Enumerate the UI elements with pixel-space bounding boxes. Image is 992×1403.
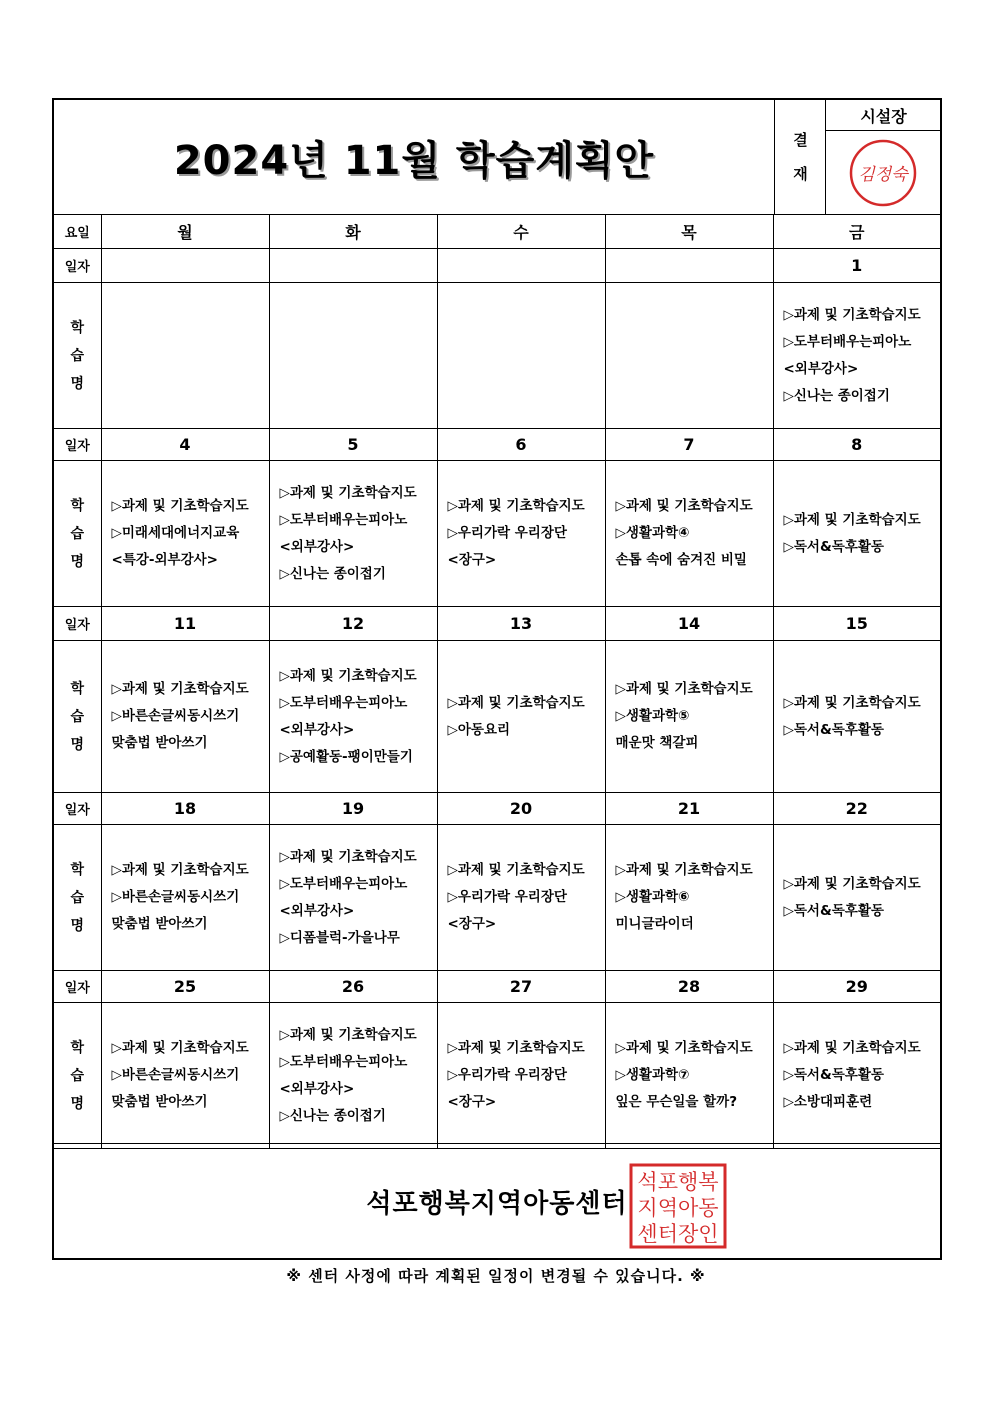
date-cell: 11 (101, 607, 269, 641)
plan-item: ▷도부터배우는피아노 (783, 333, 912, 350)
weekday-header-label: 요일 (54, 215, 101, 249)
plan-cell (437, 461, 605, 607)
plan-cell (437, 825, 605, 971)
plan-item: 손톱 속에 숨겨진 비밀 (615, 552, 747, 568)
plan-label-char: 습 (70, 708, 85, 725)
plan-row (54, 825, 940, 971)
date-cell: 14 (605, 607, 773, 641)
center-seal-icon (628, 1162, 728, 1250)
plan-item: ▷과제 및 기초학습지도 (279, 667, 417, 684)
plan-row (54, 461, 940, 607)
plan-cell (773, 825, 940, 971)
approval-box (825, 100, 941, 214)
date-cell: 25 (101, 971, 269, 1003)
plan-cell (101, 283, 269, 429)
date-row (54, 971, 940, 1003)
plan-item: ▷우리가락 우리장단 (447, 1067, 567, 1083)
plan-item: ▷과제 및 기초학습지도 (783, 1040, 921, 1056)
plan-cell (269, 1003, 437, 1149)
plan-cell (437, 1003, 605, 1149)
date-cell: 18 (101, 793, 269, 825)
plan-label-char: 학 (70, 680, 85, 697)
date-cell (437, 249, 605, 283)
plan-item: ▷과제 및 기초학습지도 (615, 498, 753, 514)
date-cell: 13 (437, 607, 605, 641)
plan-item: ▷과제 및 기초학습지도 (783, 511, 921, 528)
plan-cell (605, 283, 773, 429)
plan-label-char: 학 (70, 861, 85, 878)
plan-label-char: 명 (70, 375, 85, 392)
plan-cell (605, 825, 773, 971)
plan-item: ▷과제 및 기초학습지도 (279, 848, 417, 865)
plan-item: ▷과제 및 기초학습지도 (783, 694, 921, 711)
plan-item: ▷도부터배우는피아노 (279, 694, 408, 711)
plan-cell (437, 641, 605, 793)
schedule-table (54, 214, 940, 1149)
plan-item: ▷아동요리 (447, 721, 511, 738)
plan-item: ▷바른손글씨동시쓰기 (111, 1067, 240, 1083)
plan-item: ▷과제 및 기초학습지도 (111, 498, 249, 514)
plan-cell (773, 641, 940, 793)
date-cell: 1 (773, 249, 940, 283)
plan-row (54, 1003, 940, 1149)
plan-item: ▷과제 및 기초학습지도 (111, 862, 249, 878)
approval-label-2: 재 (793, 165, 808, 183)
date-cell (269, 249, 437, 283)
approval-label-1: 결 (793, 131, 808, 149)
disclaimer-note: ※ 센터 사정에 따라 계획된 일정이 변경될 수 있습니다. ※ (286, 1267, 706, 1285)
weekday-0: 월 (101, 215, 269, 249)
date-row (54, 429, 940, 461)
plan-item: ▷우리가락 우리장단 (447, 889, 567, 905)
plan-item: <장구> (447, 916, 497, 932)
plan-cell (101, 1003, 269, 1149)
plan-item: <장구> (447, 1094, 497, 1110)
plan-cell (605, 641, 773, 793)
approval-label (774, 100, 826, 214)
plan-item: <외부강사> (279, 902, 355, 919)
plan-cell (101, 641, 269, 793)
svg-text:석포행복: 석포행복 (637, 1170, 719, 1194)
plan-item: <외부강사> (279, 538, 355, 555)
date-cell: 22 (773, 793, 940, 825)
plan-row-label (54, 825, 101, 971)
plan-item: ▷디폼블럭-가을나무 (279, 929, 400, 946)
plan-item: ▷독서&독후활동 (783, 1067, 884, 1083)
header (54, 100, 940, 215)
plan-item: ▷과제 및 기초학습지도 (111, 1040, 249, 1056)
svg-text:지역아동: 지역아동 (637, 1196, 719, 1220)
plan-row (54, 283, 940, 429)
plan-item: ▷생활과학⑥ (615, 889, 690, 905)
plan-item: ▷과제 및 기초학습지도 (447, 1040, 585, 1056)
plan-item: ▷도부터배우는피아노 (279, 875, 408, 892)
plan-label-char: 명 (70, 1095, 85, 1112)
plan-item: <장구> (447, 552, 497, 568)
date-cell: 21 (605, 793, 773, 825)
plan-item: ▷도부터배우는피아노 (279, 511, 408, 528)
plan-item: ▷생활과학⑤ (615, 708, 690, 724)
page-title: 2024년 11월 학습계획안 (173, 137, 655, 184)
plan-item: 맞춤법 받아쓰기 (111, 735, 208, 751)
date-row-label: 일자 (54, 429, 101, 461)
plan-item: ▷신나는 종이접기 (783, 387, 890, 404)
plan-item: ▷과제 및 기초학습지도 (447, 862, 585, 878)
date-row-label: 일자 (54, 793, 101, 825)
plan-label-char: 습 (70, 889, 85, 906)
date-cell: 12 (269, 607, 437, 641)
plan-item: ▷바른손글씨동시쓰기 (111, 889, 240, 905)
plan-cell (437, 283, 605, 429)
plan-item: ▷과제 및 기초학습지도 (615, 1040, 753, 1056)
center-name: 석포행복지역아동센터 (366, 1189, 628, 1219)
plan-item: 잎은 무슨일을 할까? (615, 1094, 738, 1110)
svg-text:센터장인: 센터장인 (637, 1222, 719, 1246)
plan-item: <외부강사> (279, 721, 355, 738)
plan-item: ▷신나는 종이접기 (279, 565, 386, 582)
plan-item: ▷바른손글씨동시쓰기 (111, 708, 240, 724)
plan-item: ▷우리가락 우리장단 (447, 525, 567, 541)
plan-cell (269, 825, 437, 971)
date-cell: 6 (437, 429, 605, 461)
plan-label-char: 학 (70, 319, 85, 336)
plan-item: ▷과제 및 기초학습지도 (783, 875, 921, 892)
date-cell: 26 (269, 971, 437, 1003)
plan-item: 맞춤법 받아쓰기 (111, 1094, 208, 1110)
plan-item: ▷과제 및 기초학습지도 (279, 484, 417, 501)
footer (54, 1143, 940, 1259)
plan-item: ▷도부터배우는피아노 (279, 1053, 408, 1070)
date-row-label: 일자 (54, 971, 101, 1003)
plan-item: 미니글라이더 (615, 916, 694, 932)
plan-item: ▷과제 및 기초학습지도 (447, 498, 585, 514)
plan-row-label (54, 283, 101, 429)
plan-label-char: 명 (70, 553, 85, 570)
date-cell: 4 (101, 429, 269, 461)
plan-label-char: 학 (70, 1039, 85, 1056)
date-cell: 20 (437, 793, 605, 825)
plan-row-label (54, 1003, 101, 1149)
plan-item: ▷과제 및 기초학습지도 (615, 681, 753, 697)
plan-item: ▷신나는 종이접기 (279, 1107, 386, 1124)
plan-item: <외부강사> (279, 1080, 355, 1097)
date-row-label: 일자 (54, 607, 101, 641)
signature-text: 김정숙 (858, 165, 908, 185)
plan-label-char: 습 (70, 525, 85, 542)
date-cell: 8 (773, 429, 940, 461)
plan-item: 맞춤법 받아쓰기 (111, 916, 208, 932)
date-cell: 5 (269, 429, 437, 461)
plan-cell (605, 461, 773, 607)
date-cell: 15 (773, 607, 940, 641)
date-cell (101, 249, 269, 283)
plan-item: ▷생활과학④ (615, 525, 690, 541)
plan-item: ▷공예활동-팽이만들기 (279, 748, 413, 765)
plan-item: <특강-외부강사> (111, 552, 218, 568)
plan-label-char: 명 (70, 736, 85, 753)
weekday-1: 화 (269, 215, 437, 249)
weekday-3: 목 (605, 215, 773, 249)
date-cell: 29 (773, 971, 940, 1003)
approval-role: 시설장 (826, 100, 941, 131)
plan-item: ▷과제 및 기초학습지도 (279, 1026, 417, 1043)
plan-item: ▷소방대피훈련 (783, 1094, 873, 1110)
plan-cell (773, 461, 940, 607)
date-cell: 27 (437, 971, 605, 1003)
plan-cell (605, 1003, 773, 1149)
plan-row-label (54, 461, 101, 607)
plan-item: <외부강사> (783, 360, 859, 377)
weekday-row (54, 215, 940, 249)
date-row (54, 249, 940, 283)
plan-item: ▷생활과학⑦ (615, 1067, 690, 1083)
plan-label-char: 명 (70, 917, 85, 934)
plan-item: ▷과제 및 기초학습지도 (615, 862, 753, 878)
plan-item: 매운맛 책갈피 (615, 735, 699, 751)
date-row (54, 793, 940, 825)
plan-item: ▷독서&독후활동 (783, 721, 884, 738)
weekday-4: 금 (773, 215, 940, 249)
date-cell: 7 (605, 429, 773, 461)
date-cell (605, 249, 773, 283)
date-row (54, 607, 940, 641)
plan-item: ▷미래세대에너지교육 (111, 525, 240, 541)
plan-row (54, 641, 940, 793)
date-row-label: 일자 (54, 249, 101, 283)
plan-item: ▷과제 및 기초학습지도 (111, 681, 249, 697)
plan-cell (269, 461, 437, 607)
plan-document (52, 98, 942, 1260)
date-cell: 19 (269, 793, 437, 825)
weekday-2: 수 (437, 215, 605, 249)
plan-cell (269, 283, 437, 429)
plan-item: ▷독서&독후활동 (783, 538, 884, 555)
plan-item: ▷과제 및 기초학습지도 (783, 306, 921, 323)
plan-row-label (54, 641, 101, 793)
plan-label-char: 학 (70, 497, 85, 514)
plan-cell (773, 283, 940, 429)
plan-item: ▷과제 및 기초학습지도 (447, 694, 585, 711)
plan-cell (101, 461, 269, 607)
plan-item: ▷독서&독후활동 (783, 902, 884, 919)
plan-cell (773, 1003, 940, 1149)
signature-stamp (848, 138, 918, 208)
plan-cell (269, 641, 437, 793)
plan-label-char: 습 (70, 1067, 85, 1084)
plan-cell (101, 825, 269, 971)
plan-label-char: 습 (70, 347, 85, 364)
date-cell: 28 (605, 971, 773, 1003)
